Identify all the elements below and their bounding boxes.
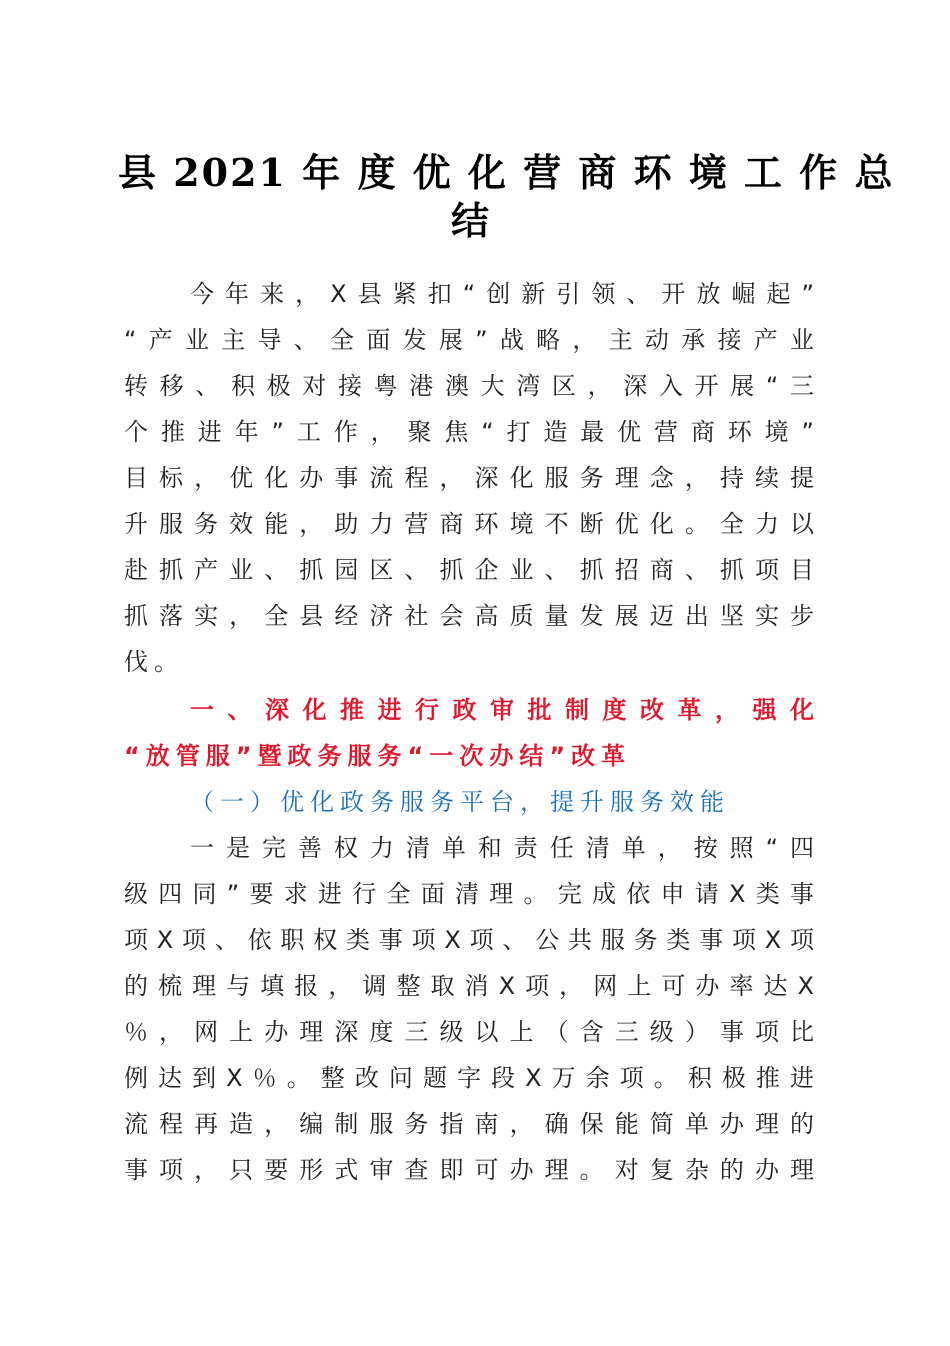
body-paragraph-line: 例达到X％。整改问题字段X万余项。积极推进 [124,1064,820,1092]
body-paragraph-line: 事项，只要形式审查即可办理。对复杂的办理 [124,1156,820,1184]
body-paragraph-line: 级四同”要求进行全面清理。完成依申请X类事 [124,880,820,908]
body-paragraph-line: 的梳理与填报，调整取消X项，网上可办率达X [124,972,820,1000]
intro-paragraph-line: 今年来，X县紧扣“创新引领、开放崛起” [190,280,820,308]
intro-paragraph-line: “产业主导、全面发展”战略，主动承接产业 [124,326,820,354]
document-title-line-2: 结 [450,198,491,243]
intro-paragraph-line: 个推进年”工作，聚焦“打造最优营商环境” [124,418,820,446]
body-paragraph-line: 项X项、依职权类事项X项、公共服务类事项X项 [124,926,820,954]
intro-paragraph-line: 赴抓产业、抓园区、抓企业、抓招商、抓项目 [124,556,820,584]
intro-paragraph-line: 伐。 [124,648,184,676]
intro-paragraph-line: 目标，优化办事流程，深化服务理念，持续提 [124,464,820,492]
intro-paragraph-line: 转移、积极对接粤港澳大湾区，深入开展“三 [124,372,820,400]
section-heading-1-line-1: 一、深化推进行政审批制度改革，强化 [190,696,820,724]
section-heading-1-line-2: “放管服”暨政务服务“一次办结”改革 [124,742,632,770]
subsection-heading-1: （一）优化政务服务平台，提升服务效能 [190,788,730,816]
intro-paragraph-line: 升服务效能，助力营商环境不断优化。全力以 [124,510,820,538]
document-title-line-1: 县 2021 年 度 优 化 营 商 环 境 工 作 总 [118,150,895,195]
intro-paragraph-line: 抓落实，全县经济社会高质量发展迈出坚实步 [124,602,820,630]
body-paragraph-line: 流程再造，编制服务指南，确保能简单办理的 [124,1110,820,1138]
body-paragraph-line: ％，网上办理深度三级以上（含三级）事项比 [124,1018,820,1046]
body-paragraph-line: 一是完善权力清单和责任清单，按照“四 [190,834,820,862]
